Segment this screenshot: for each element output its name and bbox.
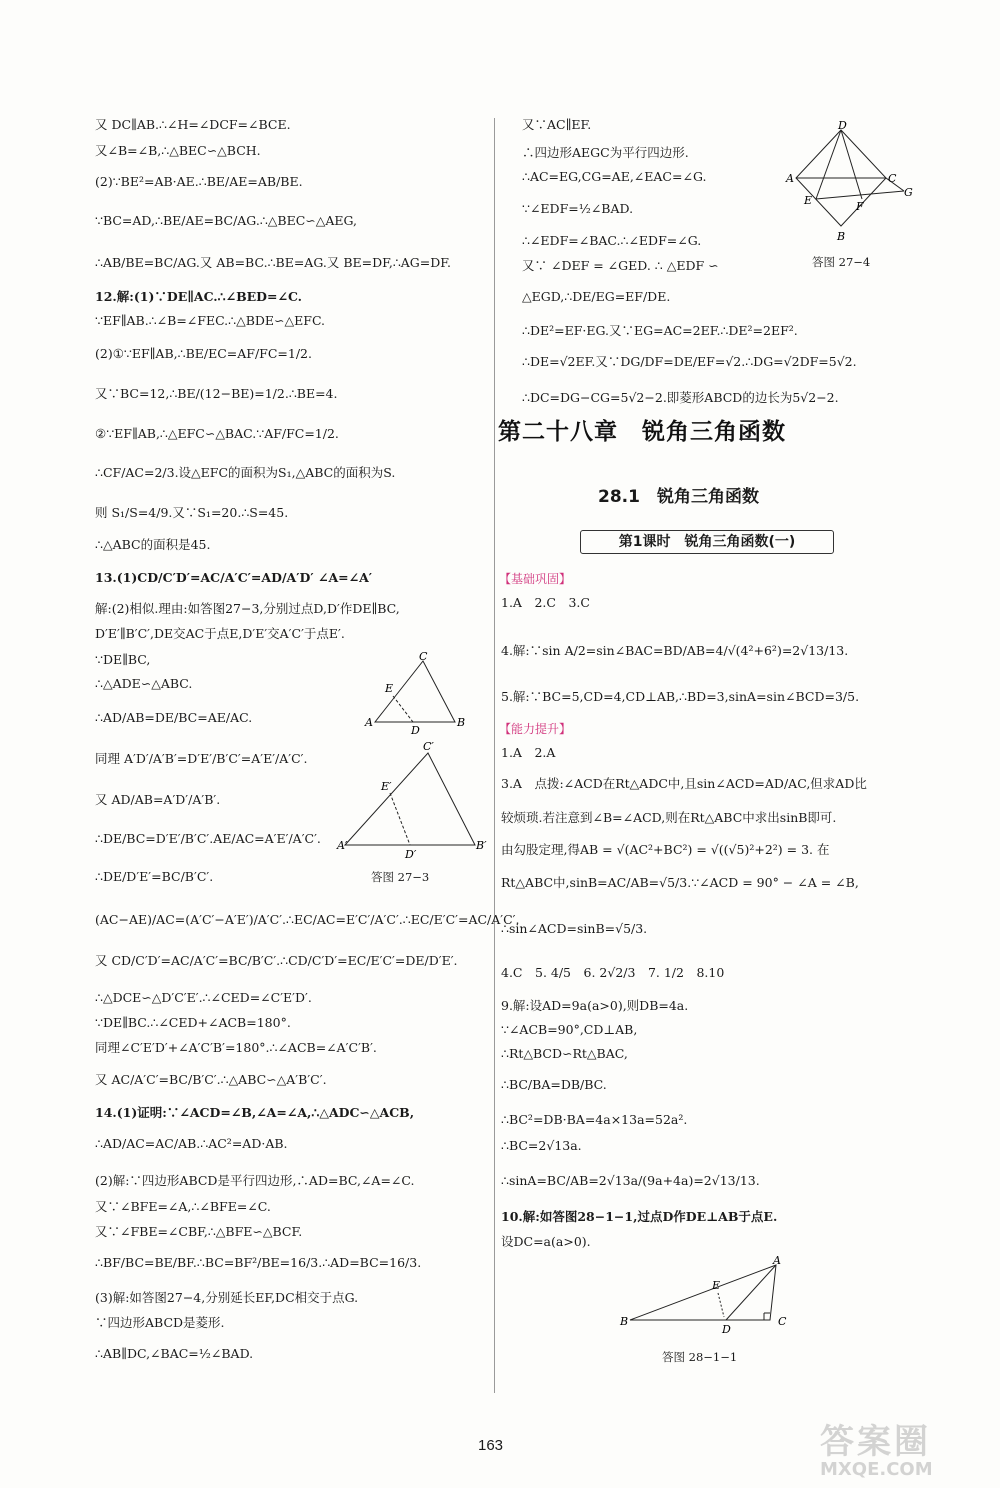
text-line: 又∵ ∠DEF = ∠GED. ∴ △EDF ∽ xyxy=(522,258,719,273)
text-line: 设DC=a(a>0). xyxy=(501,1234,591,1249)
text-line: ∴BC²=DB·BA=4a×13a=52a². xyxy=(501,1112,688,1127)
text-line: ②∵EF∥AB,∴△EFC∽△BAC.∵AF/FC=1/2. xyxy=(95,426,339,441)
text-line: ∴AD/AB=DE/BC=AE/AC. xyxy=(95,710,253,725)
text-line: ∴∠EDF=∠BAC.∴∠EDF=∠G. xyxy=(522,233,702,248)
text-line: ∴AD/AC=AC/AB.∴AC²=AD·AB. xyxy=(95,1136,288,1151)
text-line: 5.解:∵BC=5,CD=4,CD⊥AB,∴BD=3,sinA=sin∠BCD=3/5. xyxy=(501,689,860,704)
text-line: (2)①∵EF∥AB,∴BE/EC=AF/FC=1/2. xyxy=(95,346,312,361)
text-line: 由勾股定理,得AB = √(AC²+BC²) = √((√5)²+2²) = 3. 在 xyxy=(501,842,830,857)
text-line: D′E′∥B′C′,DE交AC于点E,D′E′交A′C′于点E′. xyxy=(95,626,345,641)
svg-text:B′: B′ xyxy=(476,839,487,852)
text-line: 又 CD/C′D′=AC/A′C′=BC/B′C′.∴CD/C′D′=EC/E′C′=DE/D′E′. xyxy=(95,953,458,968)
svg-text:E: E xyxy=(712,1279,721,1292)
svg-text:A: A xyxy=(365,716,373,729)
text-line: ∴DE²=EF·EG.又∵EG=AC=2EF.∴DE²=2EF². xyxy=(522,323,798,338)
text-line: 1.A 2.C 3.C xyxy=(501,595,590,610)
text-line: ∴DE/D′E′=BC/B′C′. xyxy=(95,869,214,884)
figure-27-4 xyxy=(784,118,914,248)
svg-text:C: C xyxy=(778,1315,787,1328)
text-line: ∴△ABC的面积是45. xyxy=(95,537,211,552)
text-line: △EGD,∴DE/EG=EF/DE. xyxy=(522,289,671,304)
text-line: ∴AC=EG,CG=AE,∠EAC=∠G. xyxy=(522,169,707,184)
svg-text:B: B xyxy=(620,1315,629,1328)
text-line: 较烦琐.若注意到∠B=∠ACD,则在Rt△ABC中求出sinB即可. xyxy=(501,810,837,825)
svg-text:E: E xyxy=(804,194,813,207)
tag-ability: 【能力提升】 xyxy=(499,722,572,736)
lesson-title: 第1课时 锐角三角函数(一) xyxy=(580,530,834,554)
text-line: ∵四边形ABCD是菱形. xyxy=(95,1315,225,1330)
text-line: 又∵∠FBE=∠CBF,∴△BFE∽△BCF. xyxy=(95,1224,303,1239)
text-line: ∴DE/BC=D′E′/B′C′.AE/AC=A′E′/A′C′. xyxy=(95,831,321,846)
text-line: ∴sin∠ACD=sinB=√5/3. xyxy=(501,921,648,936)
text-line: 解:(2)相似.理由:如答图27−3,分别过点D,D′作DE∥BC, xyxy=(95,601,400,616)
text-line: ∴四边形AEGC为平行四边形. xyxy=(522,145,689,160)
text-line: ∵BC=AD,∴BE/AE=BC/AG.∴△BEC∽△AEG, xyxy=(95,213,358,228)
text-line: ∴Rt△BCD∽Rt△BAC, xyxy=(501,1046,628,1061)
text-line: ∴BF/BC=BE/BF.∴BC=BF²/BE=16/3.∴AD=BC=16/3. xyxy=(95,1255,422,1270)
text-line: ∵DE∥BC, xyxy=(95,652,151,667)
svg-text:A: A xyxy=(773,1255,781,1267)
figure-28-1-1 xyxy=(618,1255,798,1335)
text-line: 同理∠C′E′D′+∠A′C′B′=180°.∴∠ACB=∠A′C′B′. xyxy=(95,1040,377,1055)
svg-text:B: B xyxy=(837,230,846,243)
text-line: 又∠B=∠B,∴△BEC∽△BCH. xyxy=(95,143,261,158)
text-line: ∴△DCE∽△D′C′E′.∴∠CED=∠C′E′D′. xyxy=(95,990,312,1005)
question-14: 14.(1)证明:∵∠ACD=∠B,∠A=∠A,∴△ADC∽△ACB, xyxy=(95,1105,415,1120)
text-line: 4.C 5. 4/5 6. 2√2/3 7. 1/2 8.10 xyxy=(501,965,725,980)
svg-text:D: D xyxy=(838,119,847,132)
text-line: ∴DC=DG−CG=5√2−2.即菱形ABCD的边长为5√2−2. xyxy=(522,390,839,405)
page-number: 163 xyxy=(478,1437,504,1454)
section-title: 28.1 锐角三角函数 xyxy=(598,487,759,507)
text-line: (AC−AE)/AC=(A′C′−A′E′)/A′C′.∴EC/AC=E′C′/A′C′.∴EC/E′C′=AC/A′C′. xyxy=(95,912,520,927)
tag-basic: 【基础巩固】 xyxy=(499,572,572,586)
text-line: ∴DE=√2EF.又∵DG/DF=DE/EF=√2.∴DG=√2DF=5√2. xyxy=(522,354,857,369)
text-line: ∴AB∥DC,∠BAC=½∠BAD. xyxy=(95,1346,254,1361)
text-line: 又 AC/A′C′=BC/B′C′.∴△ABC∽△A′B′C′. xyxy=(95,1072,327,1087)
text-line: ∴BC/BA=DB/BC. xyxy=(501,1077,607,1092)
text-line: 又∵∠BFE=∠A,∴∠BFE=∠C. xyxy=(95,1199,271,1214)
watermark-line2: MXQE.COM xyxy=(820,1459,933,1480)
text-line: 又∵BC=12,∴BE/(12−BE)=1/2.∴BE=4. xyxy=(95,386,338,401)
text-line: 又 DC∥AB.∴∠H=∠DCF=∠BCE. xyxy=(95,117,291,132)
question-10: 10.解:如答图28−1−1,过点D作DE⊥AB于点E. xyxy=(501,1209,778,1224)
text-line: Rt△ABC中,sinB=AC/AB=√5/3.∵∠ACD = 90° − ∠A = ∠B, xyxy=(501,875,859,890)
text-line: ∵EF∥AB.∴∠B=∠FEC.∴△BDE∽△EFC. xyxy=(95,313,326,328)
text-line: ∴CF/AC=2/3.设△EFC的面积为S₁,△ABC的面积为S. xyxy=(95,465,396,480)
svg-text:D: D xyxy=(722,1323,731,1335)
text-line: ∵∠EDF=½∠BAD. xyxy=(522,201,634,216)
svg-text:E: E xyxy=(385,682,394,695)
svg-text:C: C xyxy=(888,172,897,185)
text-line: 9.解:设AD=9a(a>0),则DB=4a. xyxy=(501,998,689,1013)
text-line: ∴△ADE∽△ABC. xyxy=(95,676,193,691)
text-line: 则 S₁/S=4/9.又∵S₁=20.∴S=45. xyxy=(95,505,289,520)
figure-27-3 xyxy=(335,650,490,885)
watermark-line1: 答案圈 xyxy=(820,1422,931,1462)
svg-text:D: D xyxy=(411,724,420,737)
text-line: ∴AB/BE=BC/AG.又 AB=BC.∴BE=AG.又 BE=DF,∴AG=DF. xyxy=(95,255,451,270)
text-line: ∵∠ACB=90°,CD⊥AB, xyxy=(501,1022,638,1037)
svg-text:B: B xyxy=(457,716,466,729)
text-line: 3.A 点拨:∠ACD在Rt△ADC中,且sin∠ACD=AD/AC,但求AD比 xyxy=(501,776,867,791)
svg-text:F: F xyxy=(856,200,864,213)
text-line: (2)∵BE²=AB·AE.∴BE/AE=AB/BE. xyxy=(95,174,303,189)
caption-fig-27-3: 答图 27−3 xyxy=(371,870,430,884)
svg-text:C: C xyxy=(419,650,428,663)
svg-text:G: G xyxy=(904,186,913,199)
question-12: 12.解:(1)∵DE∥AC.∴∠BED=∠C. xyxy=(95,289,303,304)
svg-text:A: A xyxy=(786,172,794,185)
text-line: 又∵AC∥EF. xyxy=(522,117,592,132)
text-line: 4.解:∵sin A/2=sin∠BAC=BD/AB=4/√(4²+6²)=2√13/13. xyxy=(501,643,849,658)
watermark xyxy=(820,1414,985,1480)
text-line: 同理 A′D′/A′B′=D′E′/B′C′=A′E′/A′C′. xyxy=(95,751,308,766)
svg-text:C′: C′ xyxy=(423,740,434,753)
text-line: 又 AD/AB=A′D′/A′B′. xyxy=(95,792,221,807)
text-line: ∵DE∥BC.∴∠CED+∠ACB=180°. xyxy=(95,1015,291,1030)
question-13: 13.(1)CD/C′D′=AC/A′C′=AD/A′D′ ∠A=∠A′ xyxy=(95,570,373,585)
text-line: (3)解:如答图27−4,分别延长EF,DC相交于点G. xyxy=(95,1290,359,1305)
svg-text:D′: D′ xyxy=(405,848,417,861)
text-line: 1.A 2.A xyxy=(501,745,556,760)
svg-text:A′: A′ xyxy=(337,839,348,852)
column-divider xyxy=(494,118,495,1393)
text-line: ∴BC=2√13a. xyxy=(501,1138,582,1153)
caption-fig-28-1-1: 答图 28−1−1 xyxy=(662,1350,738,1364)
caption-fig-27-4: 答图 27−4 xyxy=(812,255,871,269)
chapter-title: 第二十八章 锐角三角函数 xyxy=(498,419,786,445)
text-line: (2)解:∵四边形ABCD是平行四边形,∴AD=BC,∠A=∠C. xyxy=(95,1173,415,1188)
svg-text:E′: E′ xyxy=(381,780,392,793)
text-line: ∴sinA=BC/AB=2√13a/(9a+4a)=2√13/13. xyxy=(501,1173,760,1188)
